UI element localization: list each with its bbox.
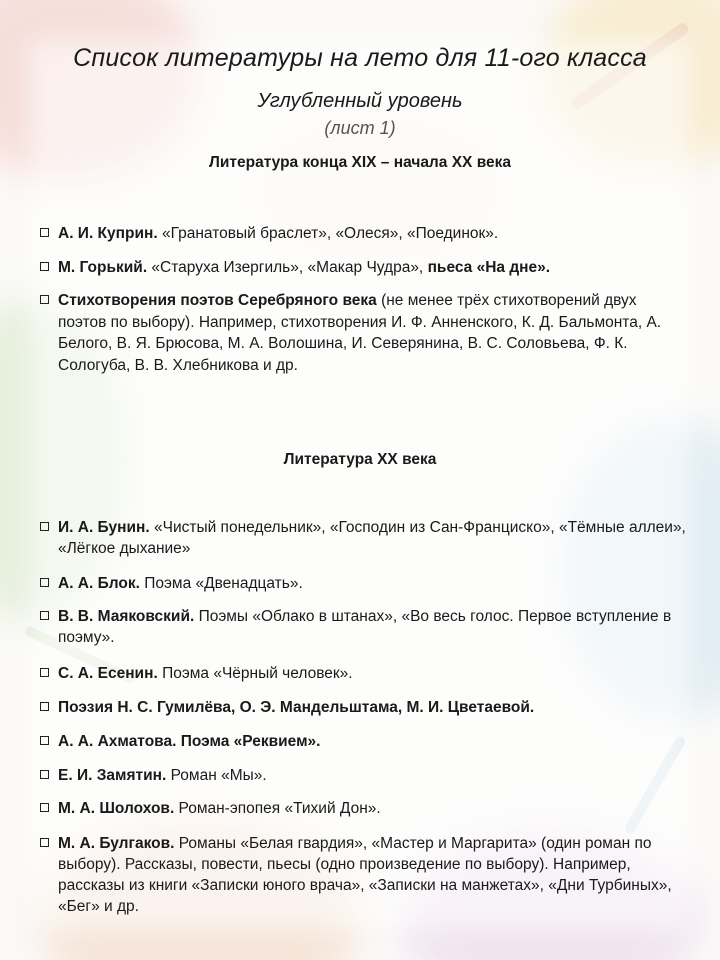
- section-heading: Литература XX века: [283, 451, 437, 468]
- author: Поэзия Н. С. Гумилёва, О. Э. Мандельштама, М. И. Цветаевой.: [58, 699, 535, 716]
- checkbox-bullet-icon: [40, 228, 49, 237]
- author: А. А. Ахматова. Поэма «Реквием».: [58, 733, 321, 750]
- works: Романы «Белая гвардия», «Мастер и Маргарита» (один роман по выбору). Рассказы, повести, пьесы (одно произведение по выбору). Например, рассказы из книги «Записки юного врача», «Записки на манжетах», «Дни Турбиных», «Бег» и др.: [58, 835, 672, 915]
- list-item: [38, 833, 698, 917]
- works: Поэма «Чёрный человек».: [157, 665, 353, 682]
- checkbox-bullet-icon: [40, 578, 49, 587]
- works: «Чистый понедельник», «Господин из Сан-Франциско», «Тёмные аллеи», «Лёгкое дыхание»: [58, 519, 686, 557]
- works: Роман «Мы».: [166, 767, 267, 784]
- author: М. Горький.: [58, 259, 148, 276]
- works: Роман-эпопея «Тихий Дон».: [174, 800, 381, 817]
- checkbox-bullet-icon: [40, 262, 49, 271]
- works: «Гранатовый браслет», «Олеся», «Поединок».: [157, 225, 499, 242]
- checkbox-bullet-icon: [40, 803, 49, 812]
- list-item: [38, 606, 678, 648]
- checkbox-bullet-icon: [40, 522, 49, 531]
- list-item: [38, 517, 703, 559]
- author: В. В. Маяковский.: [58, 608, 195, 625]
- works: (не менее трёх стихотворений двух поэтов по выбору). Например, стихотворения И. Ф. Анненского, К. Д. Бальмонта, А. Белого, В. Я. Брюсова, М. А. Волошина, И. Северянина, В. С. Соловьева, Ф. К. Сологуба, В. В. Хлебникова и др.: [58, 292, 662, 374]
- author: И. А. Бунин.: [58, 519, 150, 536]
- author: М. А. Шолохов.: [58, 800, 175, 817]
- checkbox-bullet-icon: [40, 668, 49, 677]
- author: Е. И. Замятин.: [58, 767, 167, 784]
- works-bold: пьеса «На дне».: [427, 259, 551, 276]
- author: С. А. Есенин.: [58, 665, 158, 682]
- list-item: [38, 798, 698, 819]
- list-item: [38, 731, 698, 752]
- list-item: [38, 257, 698, 278]
- checkbox-bullet-icon: [40, 702, 49, 711]
- checkbox-bullet-icon: [40, 295, 49, 304]
- checkbox-bullet-icon: [40, 770, 49, 779]
- list-item: [38, 697, 698, 718]
- list-item: [38, 765, 698, 786]
- author: М. А. Булгаков.: [58, 835, 175, 852]
- works: Поэмы «Облако в штанах», «Во весь голос. Первое вступление в поэму».: [58, 608, 672, 646]
- list-item: [38, 573, 698, 594]
- checkbox-bullet-icon: [40, 838, 49, 847]
- author: А. А. Блок.: [58, 575, 140, 592]
- sheet-number: (лист 1): [324, 118, 396, 138]
- author: А. И. Куприн.: [58, 225, 158, 242]
- list-item: [38, 663, 698, 684]
- checkbox-bullet-icon: [40, 611, 49, 620]
- list-item: [38, 223, 698, 244]
- section-heading: Литература конца XIX – начала XX века: [208, 154, 512, 171]
- page-title: Список литературы на лето для 11-ого класса: [73, 44, 647, 72]
- author: Стихотворения поэтов Серебряного века: [58, 292, 377, 309]
- checkbox-bullet-icon: [40, 736, 49, 745]
- list-item: [38, 290, 678, 376]
- page-subtitle: Углубленный уровень: [257, 90, 463, 112]
- works: Поэма «Двенадцать».: [139, 575, 303, 592]
- works: «Старуха Изергиль», «Макар Чудра»,: [147, 259, 428, 276]
